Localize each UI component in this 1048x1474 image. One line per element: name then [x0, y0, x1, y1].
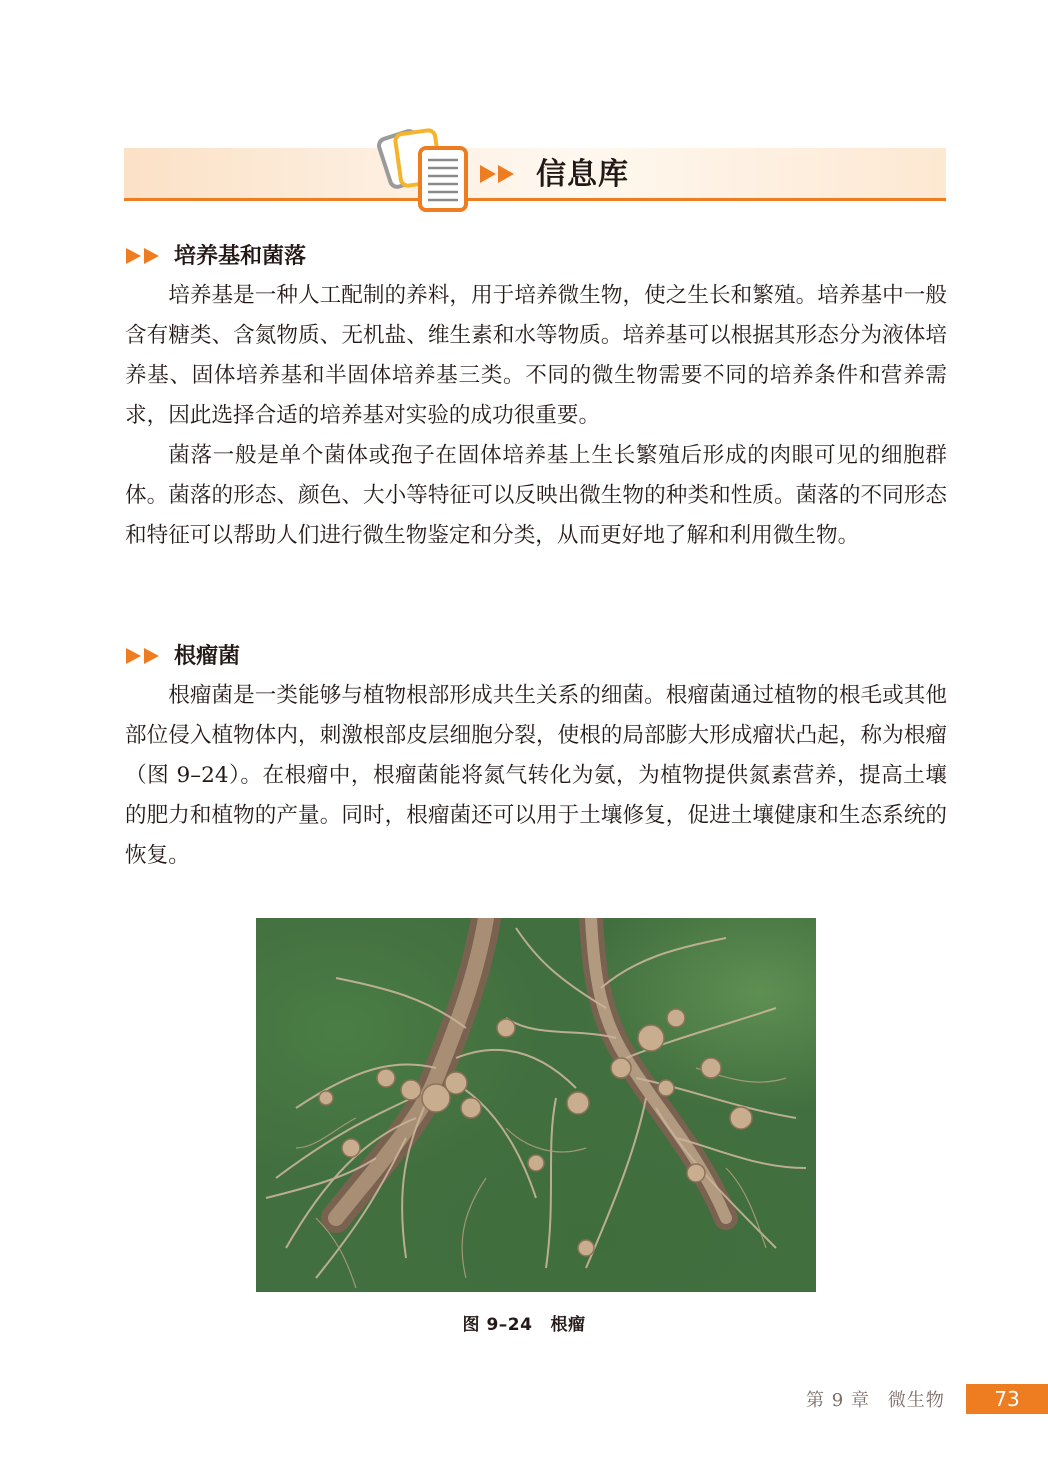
page-number: 73: [966, 1384, 1048, 1414]
figure-title: 根瘤: [550, 1315, 586, 1335]
arrow-icon: [144, 648, 159, 664]
section-title: 培养基和菌落: [174, 243, 307, 269]
section-title: 根瘤菌: [174, 643, 241, 669]
paragraph: 根瘤菌是一类能够与植物根部形成共生关系的细菌。根瘤菌通过植物的根毛或其他部位侵入植物体内，刺激根部皮层细胞分裂，使根的局部膨大形成瘤状凸起，称为根瘤（图 9–24）。在根瘤中，根瘤菌能将氮气转化为氨，为植物提供氮素营养，提高土壤的肥力和植物的产量。同时，根瘤菌还可以用于土壤修复，促进土壤健康和生态系统的恢复。: [125, 683, 947, 868]
document-stack-icon: [376, 124, 476, 216]
banner-title: 信息库: [536, 157, 629, 192]
arrow-icon: [126, 248, 141, 264]
arrow-icon: [144, 248, 159, 264]
chapter-label: 第 9 章: [806, 1390, 870, 1411]
figure-caption: [0, 1310, 1048, 1335]
double-arrow-icon: [480, 160, 514, 188]
chapter-footer: [806, 1386, 945, 1412]
arrow-icon: [126, 648, 141, 664]
section-banner: [124, 148, 946, 198]
chapter-title: 微生物: [887, 1390, 945, 1411]
figure-number: 图 9–24: [462, 1315, 533, 1335]
root-nodule-photo: [256, 918, 816, 1292]
paragraph: 培养基是一种人工配制的养料，用于培养微生物，使之生长和繁殖。培养基中一般含有糖类、含氮物质、无机盐、维生素和水等物质。培养基可以根据其形态分为液体培养基、固体培养基和半固体培养基三类。不同的微生物需要不同的培养条件和营养需求，因此选择合适的培养基对实验的成功很重要。: [125, 283, 947, 428]
banner-underline: [124, 198, 946, 201]
section-heading-rhizobia: [126, 640, 240, 672]
paragraph: 菌落一般是单个菌体或孢子在固体培养基上生长繁殖后形成的肉眼可见的细胞群体。菌落的形态、颜色、大小等特征可以反映出微生物的种类和性质。菌落的不同形态和特征可以帮助人们进行微生物鉴定和分类，从而更好地了解和利用微生物。: [125, 443, 947, 548]
section-heading-culture-medium: [126, 240, 306, 272]
